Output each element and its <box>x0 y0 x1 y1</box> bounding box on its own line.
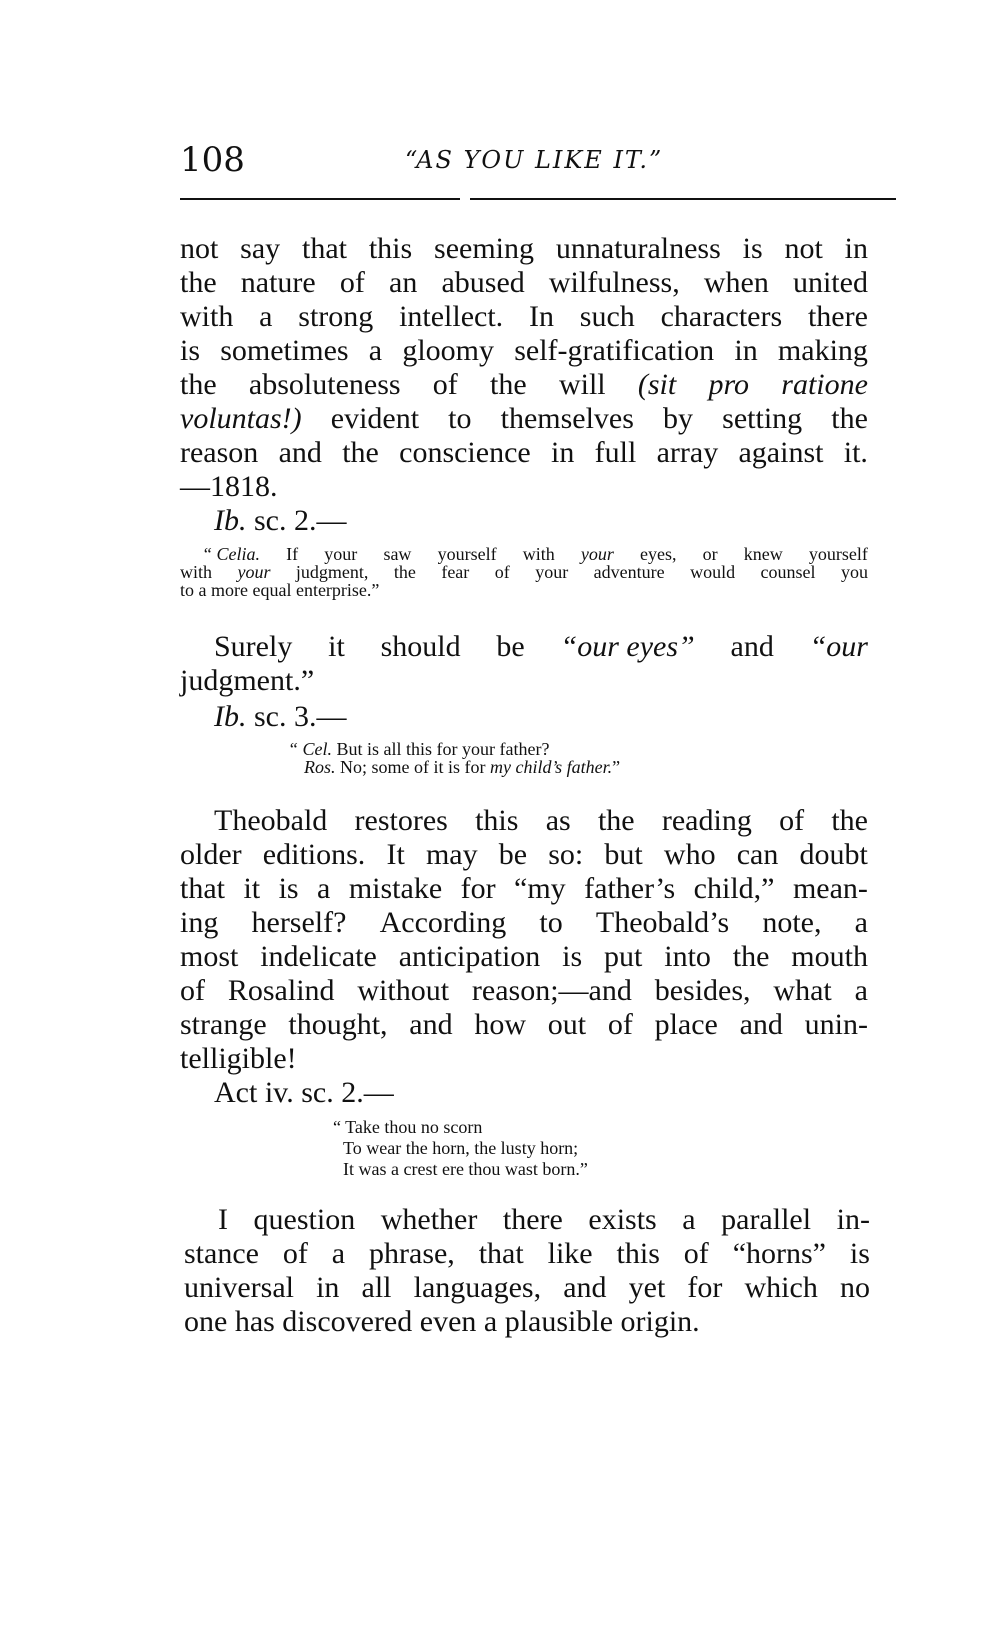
word: of <box>432 368 458 401</box>
word: “ Celia. <box>202 544 261 564</box>
word: how <box>474 1008 527 1041</box>
page-header <box>180 140 900 185</box>
word: the <box>490 368 527 401</box>
word: “our <box>809 630 868 663</box>
word: is <box>278 872 299 905</box>
text-span: sc. 2.— <box>246 504 347 537</box>
word: a <box>682 1203 696 1236</box>
word: thought, <box>288 1008 388 1041</box>
word: stance <box>184 1237 259 1270</box>
word: a <box>854 974 868 1007</box>
word: is <box>742 232 763 265</box>
word: question <box>253 1203 356 1236</box>
word: your <box>580 544 614 564</box>
word: which <box>744 1271 818 1304</box>
scene-ref-2 <box>214 700 347 734</box>
word: and <box>278 436 322 469</box>
word: of <box>282 1237 308 1270</box>
word: exists <box>588 1203 657 1236</box>
word: a <box>854 906 868 939</box>
word: is <box>849 1237 870 1270</box>
word: be <box>498 838 528 871</box>
word: “horns” <box>732 1237 826 1270</box>
text-line <box>180 630 868 664</box>
text-span: But is all this for your father? <box>332 739 550 759</box>
word: it. <box>843 436 868 469</box>
word: ing <box>180 906 219 939</box>
header-rule-right <box>470 198 896 200</box>
word: by <box>663 402 694 435</box>
word: strange <box>180 1008 267 1041</box>
word: evident <box>330 402 420 435</box>
word: it <box>243 872 261 905</box>
scene-ref-1 <box>214 504 347 538</box>
word: this <box>475 804 519 837</box>
word: Theobald <box>214 804 328 837</box>
word: for <box>460 872 496 905</box>
text-line <box>180 300 868 334</box>
paragraph-4 <box>184 1203 870 1339</box>
word: to <box>539 906 563 939</box>
word: parallel <box>721 1203 812 1236</box>
word: knew <box>743 544 783 564</box>
word: without <box>357 974 450 1007</box>
text-line <box>180 563 868 581</box>
word: note, <box>762 906 822 939</box>
word: a <box>259 300 273 333</box>
quote-celia <box>180 545 868 599</box>
text-span: No; some of it is for <box>335 757 490 777</box>
text-line <box>184 1237 870 1271</box>
word: the <box>342 436 379 469</box>
word: out <box>547 1008 587 1041</box>
text-line-end: —1818. <box>180 470 278 503</box>
word: most <box>180 940 239 973</box>
word: with <box>522 544 555 564</box>
word: Rosalind <box>227 974 335 1007</box>
text-line-end: telligible! <box>180 1042 297 1075</box>
word: full <box>594 436 637 469</box>
text-line <box>180 266 868 300</box>
word: but <box>604 838 643 871</box>
paragraph-3 <box>180 804 868 1076</box>
word: your <box>237 562 271 582</box>
word: the <box>732 940 770 973</box>
word: mouth <box>791 940 868 973</box>
word: father’s <box>584 872 676 905</box>
word: the <box>831 402 868 435</box>
word: when <box>703 266 769 299</box>
word: saw <box>383 544 412 564</box>
word: intellect. <box>399 300 504 333</box>
word: absoluteness <box>248 368 401 401</box>
word: languages, <box>413 1271 542 1304</box>
word: of <box>779 804 805 837</box>
word: your <box>324 544 358 564</box>
word: and <box>730 630 774 663</box>
text-line <box>184 1271 870 1305</box>
word: a <box>368 334 383 367</box>
text-span: ” <box>612 757 621 777</box>
text-line <box>180 974 868 1008</box>
word: Surely <box>214 630 293 663</box>
word: should <box>380 630 461 663</box>
word: as <box>545 804 571 837</box>
word: yet <box>628 1271 666 1304</box>
word: in <box>844 232 868 265</box>
text-line: to a more equal enterprise.” <box>180 580 380 600</box>
word: and <box>409 1008 453 1041</box>
text-line <box>180 1008 868 1042</box>
word: with <box>180 300 234 333</box>
text-line <box>180 940 868 974</box>
word: I <box>218 1203 228 1236</box>
word: put <box>604 940 643 973</box>
word: you <box>840 562 868 582</box>
text-span: my child’s father. <box>490 757 613 777</box>
quote-rosalind <box>288 740 620 776</box>
word: seeming <box>434 232 534 265</box>
word: of <box>683 1237 709 1270</box>
word: making <box>777 334 868 367</box>
text-line <box>180 804 868 838</box>
word: of <box>339 266 365 299</box>
paragraph-1 <box>180 232 868 504</box>
word: a <box>331 1237 346 1270</box>
word: that <box>180 872 225 905</box>
word: yourself <box>808 544 868 564</box>
text-line <box>180 402 868 436</box>
word: universal <box>184 1271 294 1304</box>
word: setting <box>722 402 803 435</box>
word: According <box>379 906 507 939</box>
word: wilfulness, <box>548 266 680 299</box>
text-line <box>180 232 868 266</box>
word: all <box>361 1271 392 1304</box>
word: in- <box>836 1203 870 1236</box>
word: doubt <box>799 838 868 871</box>
word: conscience <box>399 436 531 469</box>
word: strong <box>298 300 374 333</box>
word: with <box>180 562 213 582</box>
text-span: sc. 3.— <box>246 700 347 733</box>
word: is <box>562 940 583 973</box>
word: of <box>607 1008 633 1041</box>
word: a <box>317 872 331 905</box>
text-span: “ Cel. <box>288 739 333 759</box>
word: like <box>547 1237 593 1270</box>
word: there <box>502 1203 563 1236</box>
word: would <box>690 562 736 582</box>
word: besides, <box>654 974 751 1007</box>
word: reason <box>180 436 259 469</box>
word: sometimes <box>220 334 349 367</box>
word: judgment, <box>295 562 369 582</box>
word: not <box>180 232 219 265</box>
word: array <box>656 436 719 469</box>
word: this <box>368 232 413 265</box>
word: or <box>702 544 718 564</box>
word: that <box>302 232 347 265</box>
running-title: “AS YOU LIKE IT.” <box>405 146 664 174</box>
word: in <box>551 436 575 469</box>
word: will <box>558 368 606 401</box>
word: eyes, <box>640 544 677 564</box>
text-span: Ib. <box>214 700 247 733</box>
word: what <box>773 974 832 1007</box>
page-number: 108 <box>180 140 245 180</box>
word: reason;—and <box>471 974 632 1007</box>
word: anticipation <box>398 940 541 973</box>
word: of <box>180 974 205 1007</box>
word: say <box>240 232 281 265</box>
text-line <box>184 1203 870 1237</box>
word: for <box>687 1271 723 1304</box>
word: (sit <box>637 368 677 401</box>
word: that <box>478 1237 524 1270</box>
word: not <box>784 232 823 265</box>
word: Theobald’s <box>595 906 730 939</box>
text-line-end: one has discovered even a plausible origin. <box>184 1305 700 1338</box>
word: be <box>496 630 525 663</box>
verse-line: “ Take thou no scorn <box>333 1117 483 1137</box>
scene-ref-3: Act iv. sc. 2.— <box>214 1076 394 1109</box>
word: no <box>839 1271 870 1304</box>
word: voluntas!) <box>180 402 302 435</box>
verse-line: It was a crest ere thou wast born.” <box>343 1159 588 1179</box>
word: indelicate <box>260 940 377 973</box>
word: it <box>328 630 345 663</box>
word: It <box>386 838 405 871</box>
word: phrase, <box>369 1237 455 1270</box>
word: united <box>792 266 868 299</box>
word: place <box>654 1008 718 1041</box>
word: If <box>286 544 299 564</box>
word: in <box>316 1271 340 1304</box>
word: and <box>739 1008 783 1041</box>
word: “our eyes” <box>560 630 695 663</box>
word: restores <box>354 804 448 837</box>
word: mean- <box>792 872 868 905</box>
word: the <box>393 562 416 582</box>
text-line <box>288 740 620 758</box>
word: such <box>579 300 635 333</box>
word: abused <box>441 266 525 299</box>
word: against <box>738 436 824 469</box>
word: unin- <box>804 1008 868 1041</box>
text-line-end: judgment.” <box>180 664 315 697</box>
text-line <box>180 334 868 368</box>
word: reading <box>661 804 752 837</box>
word: characters <box>660 300 783 333</box>
word: can <box>736 838 779 871</box>
text-line <box>180 838 868 872</box>
word: there <box>807 300 868 333</box>
word: nature <box>240 266 316 299</box>
word: whether <box>380 1203 478 1236</box>
word: gloomy <box>402 334 494 367</box>
word: so: <box>548 838 584 871</box>
word: the <box>597 804 635 837</box>
word: unnaturalness <box>555 232 721 265</box>
word: mistake <box>348 872 443 905</box>
word: editions. <box>262 838 366 871</box>
word: ratione <box>781 368 868 401</box>
word: an <box>389 266 418 299</box>
word: the <box>831 804 868 837</box>
word: counsel <box>760 562 816 582</box>
word: into <box>664 940 711 973</box>
word: “my <box>514 872 566 905</box>
text-line <box>180 436 868 470</box>
word: fear <box>441 562 470 582</box>
word: your <box>535 562 569 582</box>
word: adventure <box>593 562 665 582</box>
word: yourself <box>437 544 497 564</box>
header-rule-left <box>180 198 460 200</box>
word: In <box>528 300 554 333</box>
word: may <box>425 838 478 871</box>
word: to <box>448 402 472 435</box>
text-line <box>180 545 868 563</box>
text-span: Ros. <box>304 757 336 777</box>
word: herself? <box>251 906 347 939</box>
text-line <box>180 368 868 402</box>
text-line <box>180 872 868 906</box>
text-line <box>288 758 620 776</box>
word: of <box>494 562 510 582</box>
text-span: Ib. <box>214 504 247 537</box>
verse-quote <box>333 1117 588 1180</box>
text-line <box>180 906 868 940</box>
word: is <box>180 334 201 367</box>
word: self-gratification <box>514 334 715 367</box>
word: themselves <box>500 402 634 435</box>
word: pro <box>708 368 750 401</box>
word: in <box>734 334 758 367</box>
word: older <box>180 838 242 871</box>
verse-line: To wear the horn, the lusty horn; <box>343 1138 579 1158</box>
word: who <box>663 838 716 871</box>
word: the <box>180 368 217 401</box>
word: the <box>180 266 217 299</box>
word: and <box>563 1271 607 1304</box>
paragraph-2 <box>180 630 868 698</box>
word: child,” <box>693 872 775 905</box>
word: this <box>616 1237 660 1270</box>
